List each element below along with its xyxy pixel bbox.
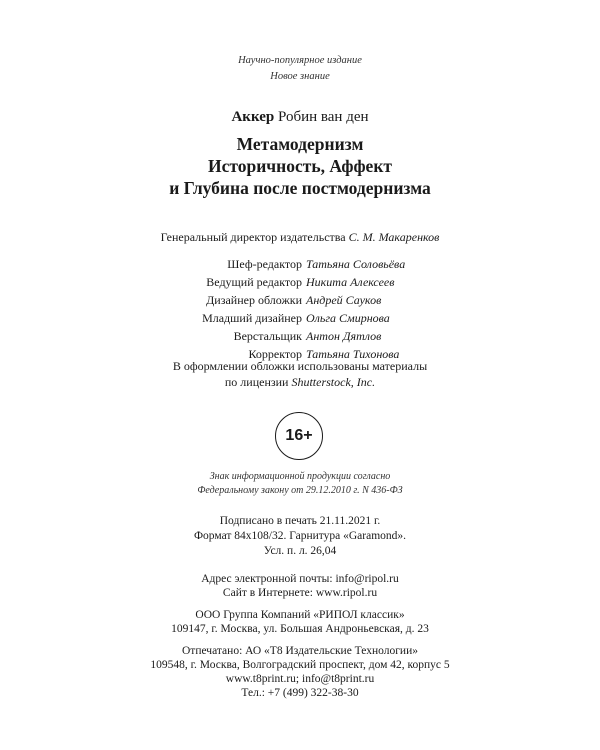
staff-row bbox=[90, 309, 510, 327]
contact-info bbox=[0, 572, 600, 600]
print-info-line-3: Усл. п. л. 26,04 bbox=[263, 545, 337, 557]
staff-list bbox=[90, 255, 510, 363]
staff-name: Татьяна Тихонова bbox=[306, 347, 400, 361]
publisher-address: 109147, г. Москва, ул. Большая Андроньевская, д. 23 bbox=[171, 623, 429, 635]
title-line-2: Историчность, Аффект bbox=[207, 156, 392, 176]
staff-role: Дизайнер обложки bbox=[206, 293, 302, 307]
author-given-name: Робин ван ден bbox=[277, 109, 369, 125]
staff-name: Ольга Смирнова bbox=[306, 311, 390, 325]
staff-role: Корректор bbox=[248, 347, 302, 361]
staff-name: Андрей Сауков bbox=[306, 293, 382, 307]
law-note bbox=[0, 470, 600, 498]
law-note-line-1: Знак информационной продукции согласно bbox=[209, 471, 391, 482]
staff-role: Ведущий редактор bbox=[206, 275, 302, 289]
series-line-1: Научно-популярное издание bbox=[238, 55, 362, 66]
staff-name: Антон Дятлов bbox=[306, 329, 382, 343]
author bbox=[0, 107, 600, 127]
printer-address: 109548, г. Москва, Волгоградский проспект, дом 42, корпус 5 bbox=[150, 659, 450, 671]
staff-row bbox=[90, 273, 510, 291]
author-surname: Аккер bbox=[231, 109, 275, 125]
print-info-line-1: Подписано в печать 21.11.2021 г. bbox=[219, 515, 381, 527]
printer-web: www.t8print.ru; info@t8print.ru bbox=[225, 673, 375, 685]
series-line-2: Новое знание bbox=[270, 71, 330, 82]
staff-row bbox=[90, 255, 510, 273]
age-rating-badge bbox=[275, 412, 323, 460]
staff-row bbox=[90, 327, 510, 345]
staff-role: Шеф-редактор bbox=[227, 257, 302, 271]
cover-note-line-2 bbox=[0, 374, 600, 390]
print-info bbox=[0, 514, 600, 559]
law-note-line-2: Федеральному закону от 29.12.2010 г. N 436-ФЗ bbox=[197, 485, 403, 496]
age-rating-text: 16+ bbox=[285, 427, 313, 444]
publisher-name: ООО Группа Компаний «РИПОЛ классик» bbox=[195, 609, 405, 621]
print-info-line-2: Формат 84х108/32. Гарнитура «Garamond». bbox=[193, 530, 407, 542]
series-label bbox=[0, 53, 600, 85]
staff-role: Младший дизайнер bbox=[202, 311, 302, 325]
publisher-info bbox=[0, 608, 600, 636]
staff-name: Никита Алексеев bbox=[306, 275, 395, 289]
cover-license-note bbox=[0, 358, 600, 390]
general-director bbox=[0, 229, 600, 245]
cover-note-license: Shutterstock, Inc. bbox=[291, 375, 376, 389]
staff-name: Татьяна Соловьёва bbox=[306, 257, 406, 271]
director-name: С. М. Макаренков bbox=[348, 230, 440, 244]
title-line-3: и Глубина после постмодернизма bbox=[169, 178, 431, 198]
title-line-1: Метамодернизм bbox=[236, 134, 364, 154]
staff-row bbox=[90, 291, 510, 309]
cover-note-line-1: В оформлении обложки использованы материалы bbox=[172, 359, 428, 373]
contact-website: Сайт в Интернете: www.ripol.ru bbox=[222, 587, 378, 599]
staff-role: Верстальщик bbox=[233, 329, 302, 343]
book-title bbox=[0, 133, 600, 199]
director-role: Генеральный директор издательства bbox=[160, 230, 346, 244]
printer-info bbox=[0, 644, 600, 700]
contact-email: Адрес электронной почты: info@ripol.ru bbox=[201, 573, 399, 585]
printer-phone: Тел.: +7 (499) 322-38-30 bbox=[241, 687, 359, 699]
printer-name: Отпечатано: АО «Т8 Издательские Технологии» bbox=[182, 645, 418, 657]
cover-note-prefix: по лицензии bbox=[224, 375, 289, 389]
